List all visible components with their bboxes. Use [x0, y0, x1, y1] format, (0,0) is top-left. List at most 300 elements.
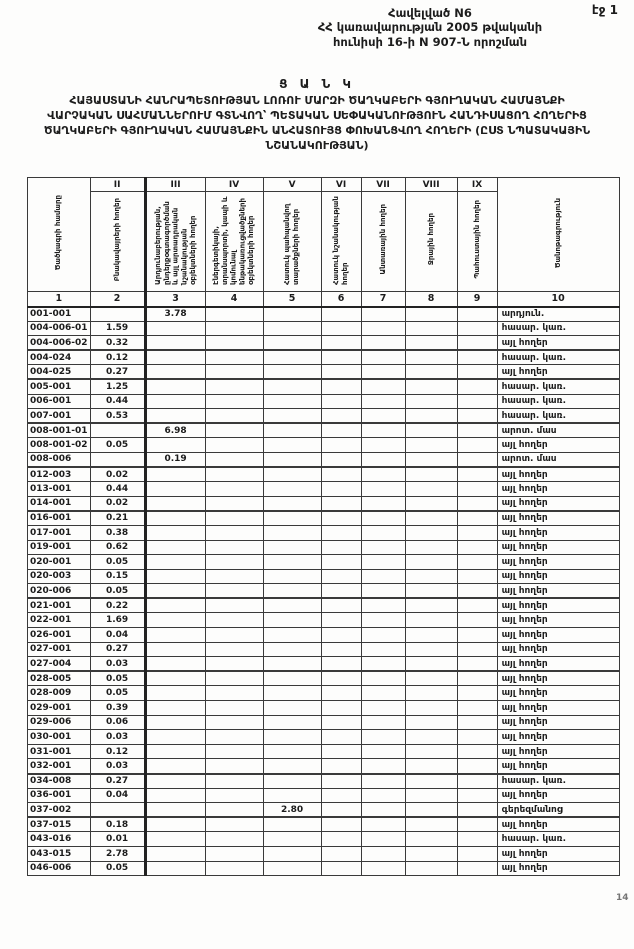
parcel-code-cell: 017-001: [28, 525, 91, 540]
parcel-code-cell: 031-001: [28, 744, 91, 759]
parcel-code-cell: 004-025: [28, 365, 91, 380]
area-value-cell: [205, 788, 263, 803]
table-row: [28, 715, 620, 730]
col-num-5: 5: [263, 292, 321, 307]
roman-IV: IV: [205, 178, 263, 192]
area-value-cell: 0.02: [90, 467, 145, 482]
area-value-cell: [205, 671, 263, 686]
table-row: [28, 628, 620, 643]
area-value-cell: [405, 759, 457, 774]
area-value-cell: [263, 817, 321, 832]
area-value-cell: [263, 832, 321, 847]
area-value-cell: [321, 555, 361, 570]
area-value-cell: 3.78: [145, 307, 205, 322]
area-value-cell: [321, 307, 361, 322]
parcel-code-cell: 020-001: [28, 555, 91, 570]
area-value-cell: [405, 832, 457, 847]
parcel-code-cell: 008-001-02: [28, 438, 91, 453]
area-value-cell: [321, 394, 361, 409]
area-value-cell: [90, 307, 145, 322]
table-row: [28, 307, 620, 322]
area-value-cell: [361, 307, 405, 322]
area-value-cell: [145, 511, 205, 526]
area-value-cell: [321, 350, 361, 365]
area-value-cell: [361, 817, 405, 832]
note-cell: այլ հողեր: [497, 365, 619, 380]
area-value-cell: 2.78: [90, 846, 145, 861]
area-value-cell: [361, 832, 405, 847]
table-row: [28, 438, 620, 453]
area-value-cell: [321, 774, 361, 789]
table-row: [28, 759, 620, 774]
area-value-cell: [263, 452, 321, 467]
area-value-cell: [457, 555, 497, 570]
note-cell: այլ հողեր: [497, 817, 619, 832]
area-value-cell: [457, 788, 497, 803]
area-value-cell: [405, 409, 457, 424]
area-value-cell: [145, 409, 205, 424]
parcel-code-cell: 021-001: [28, 598, 91, 613]
area-value-cell: 0.12: [90, 744, 145, 759]
area-value-cell: [361, 569, 405, 584]
area-value-cell: [405, 744, 457, 759]
area-value-cell: [205, 409, 263, 424]
area-value-cell: [361, 540, 405, 555]
area-value-cell: [321, 379, 361, 394]
col-num-4: 4: [205, 292, 263, 307]
area-value-cell: [405, 365, 457, 380]
area-value-cell: [321, 861, 361, 876]
area-value-cell: [405, 467, 457, 482]
note-cell: արոտ. մաս: [497, 423, 619, 438]
area-value-cell: [205, 511, 263, 526]
area-value-cell: [205, 628, 263, 643]
area-value-cell: 0.21: [90, 511, 145, 526]
area-value-cell: [457, 861, 497, 876]
area-value-cell: [205, 744, 263, 759]
area-value-cell: [263, 584, 321, 599]
col-num-10: 10: [497, 292, 619, 307]
area-value-cell: [457, 817, 497, 832]
area-value-cell: [405, 482, 457, 497]
area-value-cell: [145, 817, 205, 832]
area-value-cell: [205, 803, 263, 818]
area-value-cell: [457, 438, 497, 453]
roman-III: III: [145, 178, 205, 192]
parcel-code-cell: 020-006: [28, 584, 91, 599]
area-value-cell: [457, 730, 497, 745]
note-cell: այլ հողեր: [497, 496, 619, 511]
area-value-cell: [263, 686, 321, 701]
note-cell: այլ հողեր: [497, 657, 619, 672]
area-value-cell: [145, 774, 205, 789]
parcel-code-cell: 034-008: [28, 774, 91, 789]
area-value-cell: [321, 803, 361, 818]
area-value-cell: 0.02: [90, 496, 145, 511]
col-num-7: 7: [361, 292, 405, 307]
parcel-code-cell: 008-006: [28, 452, 91, 467]
col-num-6: 6: [321, 292, 361, 307]
area-value-cell: [321, 336, 361, 351]
table-row: [28, 832, 620, 847]
area-value-cell: 1.69: [90, 613, 145, 628]
area-value-cell: [405, 846, 457, 861]
table-row: [28, 817, 620, 832]
table-row: [28, 569, 620, 584]
area-value-cell: [361, 613, 405, 628]
table-row: [28, 482, 620, 497]
area-value-cell: [361, 365, 405, 380]
table-row: [28, 423, 620, 438]
area-value-cell: [205, 438, 263, 453]
area-value-cell: [205, 701, 263, 716]
area-value-cell: [457, 452, 497, 467]
area-value-cell: [361, 482, 405, 497]
area-value-cell: [145, 394, 205, 409]
note-cell: հասար. կառ.: [497, 832, 619, 847]
subtitle-line: ՆՇԱՆԱԿՈՒԹՅԱՆ): [265, 138, 369, 152]
area-value-cell: [457, 846, 497, 861]
area-value-cell: [457, 701, 497, 716]
area-value-cell: [361, 452, 405, 467]
area-value-cell: 0.22: [90, 598, 145, 613]
area-value-cell: [457, 409, 497, 424]
area-value-cell: [321, 438, 361, 453]
area-value-cell: [321, 467, 361, 482]
parcel-code-cell: 027-001: [28, 642, 91, 657]
area-value-cell: [205, 861, 263, 876]
area-value-cell: [205, 759, 263, 774]
parcel-code-cell: 028-009: [28, 686, 91, 701]
table-row: [28, 744, 620, 759]
area-value-cell: 6.98: [145, 423, 205, 438]
area-value-cell: [145, 569, 205, 584]
area-value-cell: [205, 540, 263, 555]
area-value-cell: 0.03: [90, 759, 145, 774]
note-cell: հասար. կառ.: [497, 321, 619, 336]
area-value-cell: 0.05: [90, 861, 145, 876]
area-value-cell: 0.27: [90, 365, 145, 380]
note-cell: այլ հողեր: [497, 540, 619, 555]
area-value-cell: [361, 642, 405, 657]
note-cell: այլ հողեր: [497, 438, 619, 453]
table-row: [28, 511, 620, 526]
table-row: [28, 803, 620, 818]
note-cell: հասար. կառ.: [497, 774, 619, 789]
area-value-cell: [457, 307, 497, 322]
table-row: [28, 496, 620, 511]
area-value-cell: [361, 555, 405, 570]
table-body: [28, 307, 620, 876]
note-cell: այլ հողեր: [497, 671, 619, 686]
area-value-cell: [405, 423, 457, 438]
area-value-cell: [361, 525, 405, 540]
area-value-cell: [361, 321, 405, 336]
col-num-8: 8: [405, 292, 457, 307]
area-value-cell: [145, 730, 205, 745]
subtitle-line: ՀԱՅԱՍՏԱՆԻ ՀԱՆՐԱՊԵՏՈՒԹՅԱՆ ԼՈՌՈՒ ՄԱՐԶԻ ԾԱՂԿԱԲԵՐԻ ԳՅՈՒՂԱԿԱՆ ՀԱՄԱՅՆՔԻ: [69, 94, 565, 108]
table-row: [28, 861, 620, 876]
header-note-column: [497, 178, 619, 292]
area-value-cell: 0.53: [90, 409, 145, 424]
area-value-cell: [405, 715, 457, 730]
table-row: [28, 540, 620, 555]
table-row: [28, 555, 620, 570]
document-header: [230, 6, 630, 49]
area-value-cell: [405, 817, 457, 832]
area-value-cell: [205, 642, 263, 657]
area-value-cell: [361, 496, 405, 511]
area-value-cell: [205, 307, 263, 322]
note-cell: այլ հողեր: [497, 511, 619, 526]
area-value-cell: [205, 482, 263, 497]
area-value-cell: [145, 336, 205, 351]
area-value-cell: [405, 350, 457, 365]
note-cell: այլ հողեր: [497, 701, 619, 716]
parcel-code-cell: 036-001: [28, 788, 91, 803]
area-value-cell: [263, 642, 321, 657]
area-value-cell: [321, 482, 361, 497]
roman-numeral-header-row: [28, 178, 620, 192]
area-value-cell: [205, 657, 263, 672]
area-value-cell: [321, 452, 361, 467]
parcel-code-cell: 029-006: [28, 715, 91, 730]
note-cell: այլ հողեր: [497, 642, 619, 657]
table-row: [28, 336, 620, 351]
area-value-cell: [457, 744, 497, 759]
area-value-cell: [90, 452, 145, 467]
table-row: [28, 657, 620, 672]
area-value-cell: [263, 598, 321, 613]
area-value-cell: 0.05: [90, 686, 145, 701]
area-value-cell: 0.03: [90, 730, 145, 745]
area-value-cell: [405, 569, 457, 584]
area-value-cell: [263, 350, 321, 365]
area-value-cell: [361, 701, 405, 716]
area-value-cell: [145, 496, 205, 511]
table-row: [28, 671, 620, 686]
area-value-cell: [457, 467, 497, 482]
table-row: [28, 394, 620, 409]
area-value-cell: [145, 379, 205, 394]
parcel-code-cell: 001-001: [28, 307, 91, 322]
area-value-cell: [145, 540, 205, 555]
area-value-cell: [361, 584, 405, 599]
area-value-cell: [457, 759, 497, 774]
area-value-cell: [263, 701, 321, 716]
area-value-cell: [145, 365, 205, 380]
area-value-cell: [321, 817, 361, 832]
parcel-code-cell: 037-002: [28, 803, 91, 818]
header-industrial-lands: Արդյունաբերության, ընդերքօգտագործման և այլ արտադրական նշանակության օբյեկտների հողեր: [145, 192, 205, 292]
header-code-label: Ծածկագրի համարը: [54, 195, 63, 271]
area-value-cell: [145, 744, 205, 759]
area-value-cell: 0.01: [90, 832, 145, 847]
area-value-cell: [205, 613, 263, 628]
area-value-cell: [361, 744, 405, 759]
area-value-cell: [457, 832, 497, 847]
area-value-cell: [321, 701, 361, 716]
area-value-cell: [145, 613, 205, 628]
area-value-cell: [321, 759, 361, 774]
area-value-cell: 0.05: [90, 555, 145, 570]
area-value-cell: [321, 365, 361, 380]
area-value-cell: 1.59: [90, 321, 145, 336]
area-value-cell: [263, 423, 321, 438]
area-value-cell: [405, 496, 457, 511]
area-value-cell: [457, 671, 497, 686]
table-row: [28, 584, 620, 599]
parcel-code-cell: 004-006-02: [28, 336, 91, 351]
area-value-cell: [361, 467, 405, 482]
col-num-1: 1: [28, 292, 91, 307]
area-value-cell: [205, 598, 263, 613]
area-value-cell: [457, 336, 497, 351]
header-special-purpose-lands: Հատուկ նշանակության հողեր: [321, 192, 361, 292]
area-value-cell: 0.39: [90, 701, 145, 716]
area-value-cell: [145, 671, 205, 686]
area-value-cell: [361, 686, 405, 701]
area-value-cell: 0.06: [90, 715, 145, 730]
area-value-cell: [263, 613, 321, 628]
area-value-cell: 0.44: [90, 394, 145, 409]
area-value-cell: [205, 379, 263, 394]
table-row: [28, 409, 620, 424]
area-value-cell: 0.04: [90, 628, 145, 643]
area-value-cell: 0.27: [90, 642, 145, 657]
area-value-cell: [361, 438, 405, 453]
area-value-cell: [263, 846, 321, 861]
area-value-cell: [405, 671, 457, 686]
roman-V: V: [263, 178, 321, 192]
area-value-cell: [321, 715, 361, 730]
area-value-cell: [457, 569, 497, 584]
area-value-cell: [457, 598, 497, 613]
table-row: [28, 379, 620, 394]
note-cell: արոտ. մաս: [497, 452, 619, 467]
area-value-cell: [321, 671, 361, 686]
area-value-cell: [361, 379, 405, 394]
note-cell: այլ հողեր: [497, 788, 619, 803]
area-value-cell: [263, 336, 321, 351]
table-row: [28, 788, 620, 803]
parcel-code-cell: 027-004: [28, 657, 91, 672]
area-value-cell: 0.27: [90, 774, 145, 789]
area-value-cell: [457, 511, 497, 526]
area-value-cell: [405, 774, 457, 789]
table-row: [28, 846, 620, 861]
table-row: [28, 350, 620, 365]
area-value-cell: 0.62: [90, 540, 145, 555]
parcel-code-cell: 030-001: [28, 730, 91, 745]
table-row: [28, 730, 620, 745]
area-value-cell: [205, 350, 263, 365]
area-value-cell: [457, 774, 497, 789]
area-value-cell: [361, 423, 405, 438]
area-value-cell: [457, 686, 497, 701]
area-value-cell: [263, 525, 321, 540]
note-cell: հասար. կառ.: [497, 409, 619, 424]
area-value-cell: [263, 774, 321, 789]
area-value-cell: [145, 438, 205, 453]
area-value-cell: 0.44: [90, 482, 145, 497]
area-value-cell: 0.19: [145, 452, 205, 467]
area-value-cell: [205, 774, 263, 789]
parcel-code-cell: 029-001: [28, 701, 91, 716]
area-value-cell: [361, 788, 405, 803]
area-value-cell: [263, 307, 321, 322]
area-value-cell: [145, 701, 205, 716]
area-value-cell: [361, 774, 405, 789]
area-value-cell: [263, 555, 321, 570]
area-value-cell: [405, 555, 457, 570]
area-value-cell: [457, 496, 497, 511]
table-row: [28, 686, 620, 701]
area-value-cell: [321, 496, 361, 511]
area-value-cell: [145, 321, 205, 336]
column-number-row: [28, 292, 620, 307]
area-value-cell: [321, 321, 361, 336]
area-value-cell: [457, 482, 497, 497]
area-value-cell: [145, 715, 205, 730]
area-value-cell: [263, 715, 321, 730]
header-infrastructure-lands: Էներգետիկայի, տրանսպորտի, կապի և կոմունալ ենթակառուցվածքների օբյեկտների հողեր: [205, 192, 263, 292]
table-row: [28, 642, 620, 657]
parcel-code-cell: 008-001-01: [28, 423, 91, 438]
area-value-cell: [205, 817, 263, 832]
note-cell: գերեզմանոց: [497, 803, 619, 818]
area-value-cell: [321, 744, 361, 759]
area-value-cell: [321, 409, 361, 424]
header-protected-lands: Հատուկ պահպանվող տարածքների հողեր: [263, 192, 321, 292]
roman-VIII: VIII: [405, 178, 457, 192]
area-value-cell: [405, 394, 457, 409]
area-value-cell: 0.04: [90, 788, 145, 803]
area-value-cell: [405, 525, 457, 540]
area-value-cell: [405, 701, 457, 716]
area-value-cell: [205, 569, 263, 584]
area-value-cell: [321, 569, 361, 584]
area-value-cell: [145, 861, 205, 876]
parcel-code-cell: 004-006-01: [28, 321, 91, 336]
area-value-cell: [321, 788, 361, 803]
parcel-code-cell: 014-001: [28, 496, 91, 511]
header-note-label: Ծանոթագրություն: [553, 197, 562, 269]
area-value-cell: [405, 861, 457, 876]
area-value-cell: [457, 394, 497, 409]
parcel-code-cell: 028-005: [28, 671, 91, 686]
area-value-cell: [405, 613, 457, 628]
area-value-cell: [457, 525, 497, 540]
header-reserve-lands: Պահուստային հողեր: [457, 192, 497, 292]
roman-II: II: [90, 178, 145, 192]
page-number-label: էջ 1: [591, 3, 618, 17]
area-value-cell: [145, 555, 205, 570]
area-value-cell: [145, 759, 205, 774]
area-value-cell: [405, 730, 457, 745]
area-value-cell: [145, 628, 205, 643]
area-value-cell: [361, 759, 405, 774]
area-value-cell: [145, 846, 205, 861]
area-value-cell: [321, 540, 361, 555]
area-value-cell: [90, 803, 145, 818]
area-value-cell: [263, 496, 321, 511]
area-value-cell: [205, 423, 263, 438]
area-value-cell: [361, 846, 405, 861]
area-value-cell: [321, 598, 361, 613]
area-value-cell: [457, 584, 497, 599]
area-value-cell: 0.32: [90, 336, 145, 351]
